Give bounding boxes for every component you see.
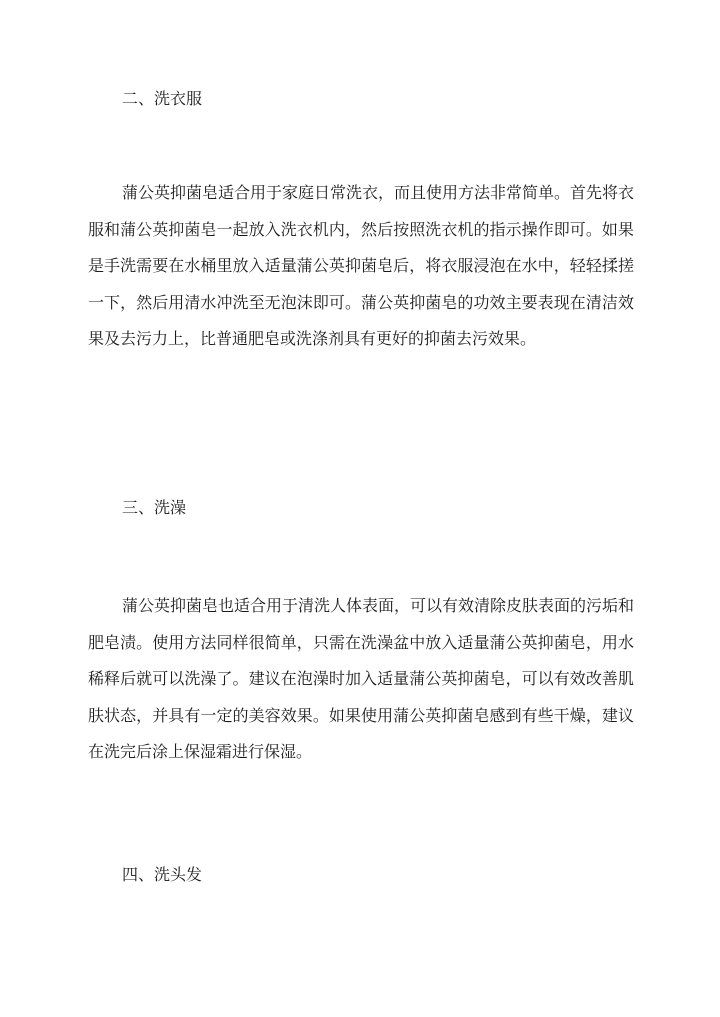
section-heading-washing-clothes: 二、洗衣服: [122, 89, 203, 108]
section-paragraph-bathing: 蒲公英抑菌皂也适合用于清洗人体表面，可以有效清除皮肤表面的污垢和肥皂渍。使用方法同样很简单，只需在洗澡盆中放入适量蒲公英抑菌皂，用水稀释后就可以洗澡了。建议在泡澡时加入适量蒲公英抑菌皂，可以有效改善肌肤状态，并具有一定的美容效果。如果使用蒲公英抑菌皂感到有些干燥，建议在洗完后涂上保湿霜进行保湿。: [88, 596, 635, 761]
section-heading-washing-hair: 四、洗头发: [122, 865, 203, 884]
section-paragraph-washing-clothes: 蒲公英抑菌皂适合用于家庭日常洗衣，而且使用方法非常简单。首先将衣服和蒲公英抑菌皂一起放入洗衣机内，然后按照洗衣机的指示操作即可。如果是手洗需要在水桶里放入适量蒲公英抑菌皂后，将衣服浸泡在水中，轻轻揉搓一下，然后用清水冲洗至无泡沫即可。蒲公英抑菌皂的功效主要表现在清洁效果及去污力上，比普通肥皂或洗涤剂具有更好的抑菌去污效果。: [88, 183, 635, 348]
section-heading-bathing: 三、洗澡: [122, 498, 187, 517]
